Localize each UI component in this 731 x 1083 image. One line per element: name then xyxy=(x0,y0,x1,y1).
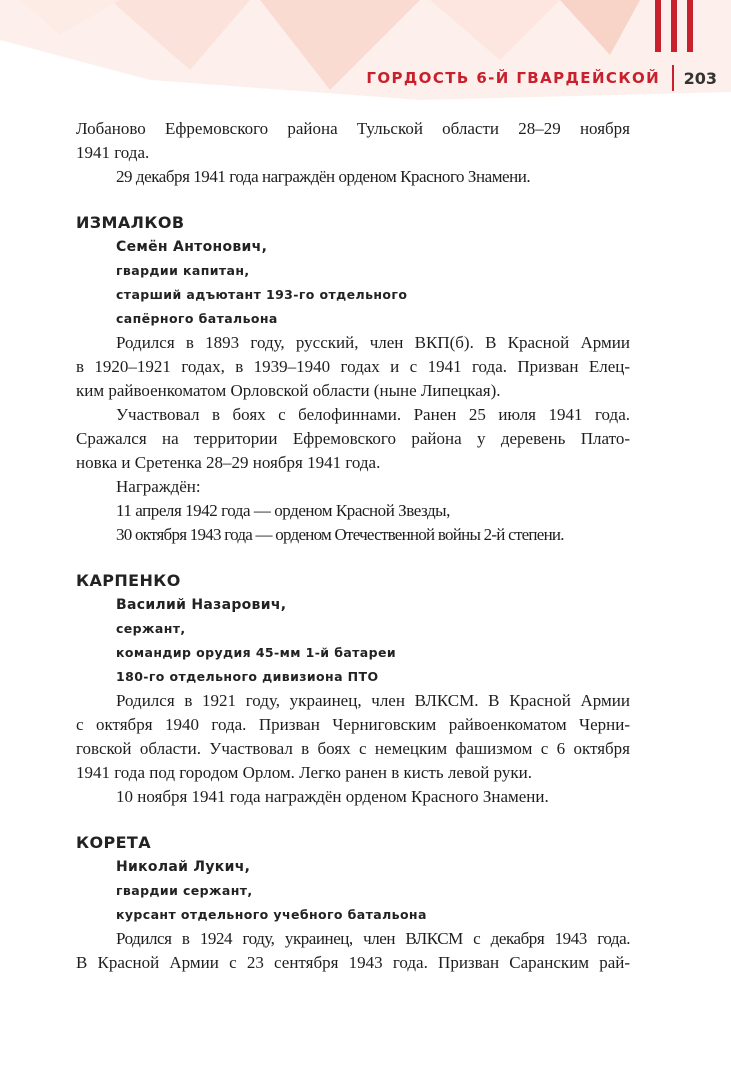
entry-award-item: 11 апреля 1942 года — орденом Красной Звезды, xyxy=(116,501,450,520)
biography-entry-izmalkov xyxy=(76,211,630,547)
entry-awards-label: Награждён: xyxy=(116,477,201,496)
entry-text-line: говской области. Участвовал в боях с немецким фашизмом с 6 октября xyxy=(76,739,630,758)
entry-rank: гвардии капитан, xyxy=(116,263,250,278)
entry-text-line: ким райвоенкоматом Орловской области (ныне Липецкая). xyxy=(76,381,501,400)
entry-award-item: 30 октября 1943 года — орденом Отечественной войны 2-й степени. xyxy=(116,525,564,544)
header-decoration xyxy=(0,0,731,110)
entry-position: командир орудия 45-мм 1-й батареи xyxy=(116,645,397,660)
ribbon-stripe-3 xyxy=(687,0,693,52)
entry-text-line: с октября 1940 года. Призван Черниговским райвоенкоматом Черни- xyxy=(76,715,630,734)
entry-text-line: Родился в 1924 году, украинец, член ВЛКСМ с декабря 1943 года. xyxy=(116,929,630,948)
entry-position: курсант отдельного учебного батальона xyxy=(116,907,427,922)
entry-surname: КАРПЕНКО xyxy=(76,571,181,590)
biography-entry-karpenko xyxy=(76,569,630,809)
entry-name: Семён Антонович, xyxy=(116,239,268,255)
page-number: 203 xyxy=(683,68,717,88)
entry-surname: ИЗМАЛКОВ xyxy=(76,213,185,232)
entry-rank: гвардии сержант, xyxy=(116,883,253,898)
page-body xyxy=(76,117,630,975)
biography-entry-koreta xyxy=(76,831,630,975)
entry-name: Николай Лукич, xyxy=(116,859,251,875)
entry-surname: КОРЕТА xyxy=(76,833,152,852)
running-title: ГОРДОСТЬ 6-Й ГВАРДЕЙСКОЙ xyxy=(366,69,661,87)
entry-text-line: Родился в 1921 году, украинец, член ВЛКСМ. В Красной Армии xyxy=(116,691,630,710)
entry-position: старший адъютант 193-го отдельного xyxy=(116,287,408,302)
header-divider xyxy=(672,65,674,91)
entry-text-line: в 1920–1921 годах, в 1939–1940 годах и с 1941 года. Призван Елец- xyxy=(76,357,630,376)
running-header xyxy=(366,64,717,92)
entry-position: сапёрного батальона xyxy=(116,311,278,326)
intro-line-1: Лобаново Ефремовского района Тульской области 28–29 ноября xyxy=(76,119,630,138)
entry-name: Василий Назарович, xyxy=(116,597,287,613)
entry-text-line: Участвовал в боях с белофиннами. Ранен 25 июля 1941 года. xyxy=(116,405,630,424)
intro-line-2: 1941 года. xyxy=(76,143,150,162)
entry-position: 180-го отдельного дивизиона ПТО xyxy=(116,669,379,684)
entry-text-line: 1941 года под городом Орлом. Легко ранен в кисть левой руки. xyxy=(76,763,533,782)
entry-text-line: Родился в 1893 году, русский, член ВКП(б). В Красной Армии xyxy=(116,333,630,352)
entry-rank: сержант, xyxy=(116,621,186,636)
ribbon-stripe-2 xyxy=(671,0,677,52)
entry-text-line: В Красной Армии с 23 сентября 1943 года. Призван Саранским рай- xyxy=(76,953,630,972)
ribbon-stripe-1 xyxy=(655,0,661,52)
entry-text-line: Сражался на территории Ефремовского района у деревень Плато- xyxy=(76,429,630,448)
entry-text-line: новка и Сретенка 28–29 ноября 1941 года. xyxy=(76,453,381,472)
intro-award: 29 декабря 1941 года награждён орденом Красного Знамени. xyxy=(116,167,531,186)
entry-text-line: 10 ноября 1941 года награждён орденом Красного Знамени. xyxy=(116,787,549,806)
